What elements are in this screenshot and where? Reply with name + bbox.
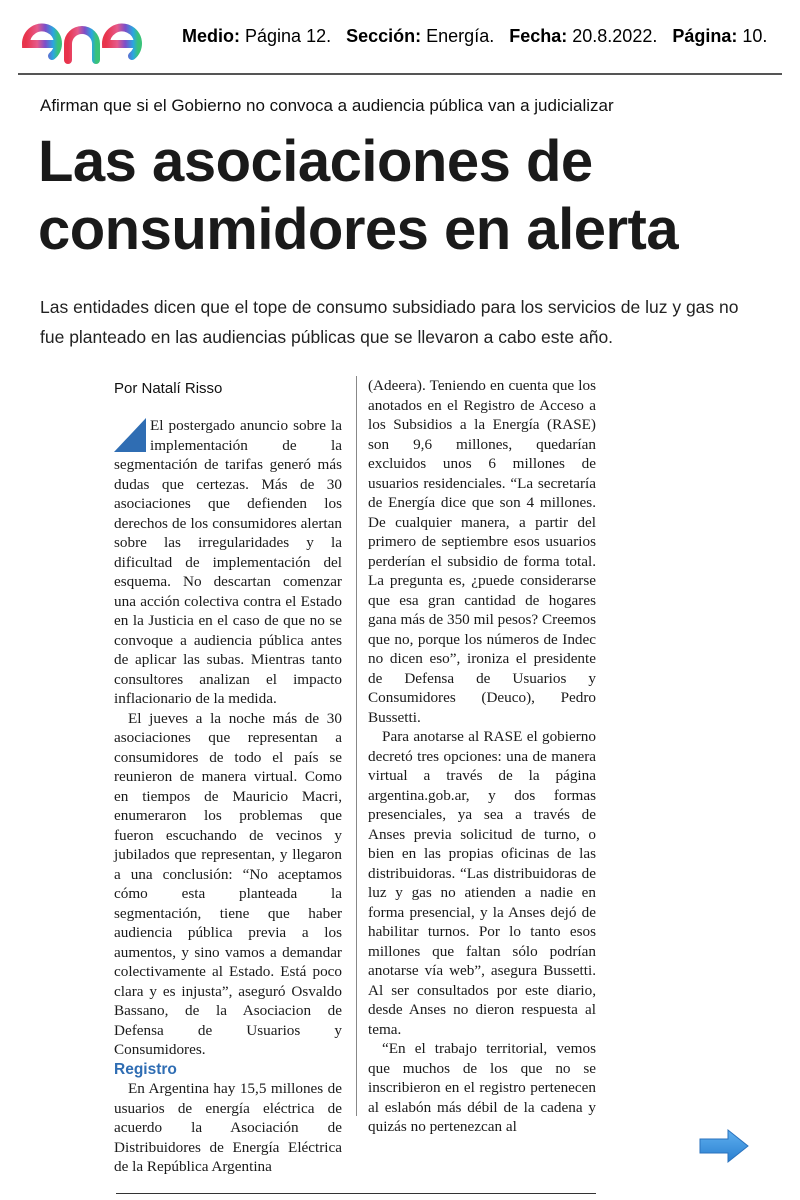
footer-divider	[116, 1193, 596, 1194]
section-subhead: Registro	[114, 1060, 177, 1078]
seccion-value: Energía.	[426, 26, 495, 46]
article-deck: Las entidades dicen que el tope de consumo subsidiado para los servicios de luz y gas no fue planteado en las audiencias públicas que se llevaron a cabo este año.	[40, 297, 739, 347]
page-header	[0, 0, 800, 75]
pagina-value: 10.	[742, 26, 768, 46]
enel-logo	[18, 6, 168, 66]
paragraph: “En el trabajo territorial, vemos que muchos de los que no se inscribieron en el registro pertenecen al eslabón más débil de la cadena y quizás no pertenezcan al	[368, 1040, 596, 1135]
publication-meta	[182, 26, 767, 47]
paragraph-text: El postergado anuncio sobre la implementación de la segmentación de tarifas generó más dudas que certezas. Más de 30 asociaciones que defienden los derechos de los consumidores alertan sobre las irregularidades y la dificultad de implementación del esquema. No descartan comenzar una acción colectiva contra el Estado en la Justicia en el caso de que no se convoque a audiencia pública antes de aplicar las subas. Mientras tanto consultores analizan el impacto inflacionario de la medida.	[114, 417, 342, 707]
paragraph: El jueves a la noche más de 30 asociaciones que representan a consumidores de todo el país se reunieron de manera virtual. Como en tiempos de Mauricio Macri, enumeraron los problemas que fueron escuchando de vecinos y jubilados que representan, y llegaron a una conclusión: “No aceptamos cómo esta planteada la segmentación, tiene que haber audiencia pública previa a los aumentos, y sino vamos a demandar colectivamente al Estado. Está poco clara y es injusta”, aseguró Osvaldo Bassano, de la Asociacion de Defensa de Usuarios y Consumidores.	[114, 709, 342, 1058]
column-divider	[356, 376, 357, 1116]
paragraph: (Adeera). Teniendo en cuenta que los anotados en el Registro de Acceso a los Subsidios a la Energía (RASE) son 9,6 millones, quedarían excluidos unos 6 millones de usuarios residenciales. “La secretaría de Energía dice que son 4 millones. De cualquier manera, a partir del primero de septiembre esos usuarios perderían el subsidio de forma total. La pregunta es, ¿puede considerarse que esa gran cantidad de hogares gana más de 350 mil pesos? Creemos que no, porque los números de Indec no dicen eso”, ironiza el presidente de Defensa de Usuarios y Consumidores (Deuco), Pedro Bussetti.	[368, 377, 596, 726]
article-column-1	[114, 416, 342, 1177]
headline-line-2: consumidores en alerta	[38, 197, 679, 262]
article-column-2	[368, 376, 596, 1137]
seccion-label: Sección:	[346, 26, 422, 46]
medio-label: Medio:	[182, 26, 240, 46]
dropcap-triangle-icon	[114, 418, 146, 452]
fecha-value: 20.8.2022.	[572, 26, 658, 46]
headline-line-1: Las asociaciones de	[38, 129, 593, 194]
fecha-label: Fecha:	[509, 26, 568, 46]
medio-value: Página 12.	[245, 26, 332, 46]
article-headline	[38, 128, 778, 264]
paragraph	[114, 416, 342, 709]
header-divider	[18, 73, 782, 75]
article-kicker: Afirman que si el Gobierno no convoca a audiencia pública van a judicializar	[40, 96, 614, 115]
byline: Por Natalí Risso	[114, 380, 223, 397]
next-arrow-icon[interactable]	[698, 1128, 750, 1164]
pagina-label: Página:	[672, 26, 738, 46]
paragraph: En Argentina hay 15,5 millones de usuarios de energía eléctrica de acuerdo la Asociación de Distribuidores de Energía Eléctrica de la República Argentina	[114, 1080, 342, 1175]
paragraph: Para anotarse al RASE el gobierno decretó tres opciones: una de manera virtual a través de la página argentina.gob.ar, y dos formas presenciales, ya sea a través de Anses previa solicitud de turno, o bien en las propias oficinas de las distribuidoras. “Las distribuidoras de luz y gas no atienden a nadie en forma presencial, y la Anses dejó de habilitar turnos. Por lo tanto esos millones que faltan sólo podrían anotarse vía web”, asegura Bussetti. Al ser consultados por este diario, desde Anses no dieron respuesta al tema.	[368, 728, 596, 1038]
